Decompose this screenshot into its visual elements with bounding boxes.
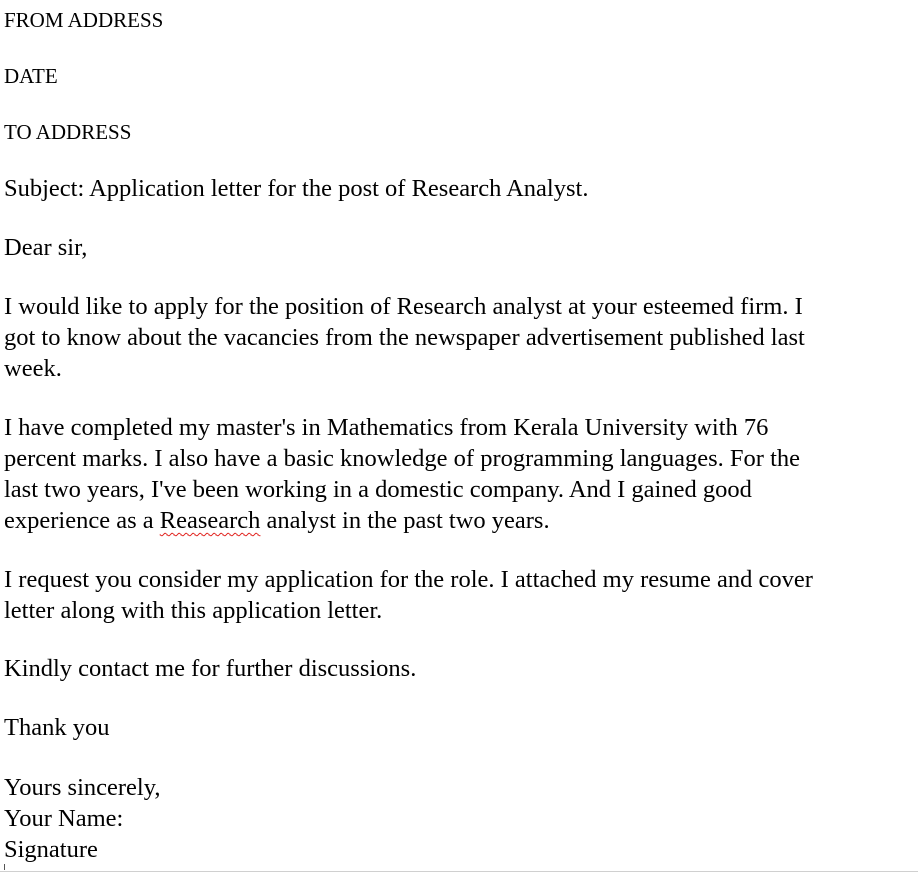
paragraph-1-line-3: week. bbox=[4, 355, 62, 382]
signoff: Yours sincerely, bbox=[4, 774, 161, 801]
paragraph-2-line-4 bbox=[4, 505, 800, 536]
your-name-line: Your Name: bbox=[4, 805, 124, 832]
closing-request: Kindly contact me for further discussions. bbox=[4, 655, 417, 682]
paragraph-2-line-4-end: analyst in the past two years. bbox=[260, 507, 550, 534]
paragraph-2-line-4-start: experience as a bbox=[4, 507, 160, 534]
paragraph-1-line-1: I would like to apply for the position of Research analyst at your esteemed firm. I bbox=[4, 293, 803, 320]
signature-block bbox=[4, 772, 161, 865]
to-address: TO ADDRESS bbox=[4, 120, 132, 144]
paragraph-1 bbox=[4, 291, 805, 384]
thanks-line: Thank you bbox=[4, 714, 110, 741]
paragraph-1-line-2: got to know about the vacancies from the newspaper advertisement published last bbox=[4, 324, 805, 351]
paragraph-3 bbox=[4, 564, 813, 626]
paragraph-2-line-3: last two years, I've been working in a domestic company. And I gained good bbox=[4, 476, 752, 503]
from-address: FROM ADDRESS bbox=[4, 8, 164, 32]
subject-line: Subject: Application letter for the post of Research Analyst. bbox=[4, 175, 589, 202]
text-cursor bbox=[4, 864, 5, 870]
date-line: DATE bbox=[4, 64, 58, 88]
page-bottom-divider bbox=[0, 871, 918, 872]
misspelled-word[interactable]: Reasearch bbox=[159, 507, 261, 534]
paragraph-2-line-1: I have completed my master's in Mathematics from Kerala University with 76 bbox=[4, 414, 769, 441]
paragraph-2-line-2: percent marks. I also have a basic knowledge of programming languages. For the bbox=[4, 445, 800, 472]
paragraph-3-line-2: letter along with this application letter. bbox=[4, 597, 383, 624]
paragraph-3-line-1: I request you consider my application for the role. I attached my resume and cover bbox=[4, 566, 813, 593]
paragraph-2 bbox=[4, 412, 800, 536]
salutation: Dear sir, bbox=[4, 234, 88, 261]
signature-line: Signature bbox=[4, 836, 98, 863]
